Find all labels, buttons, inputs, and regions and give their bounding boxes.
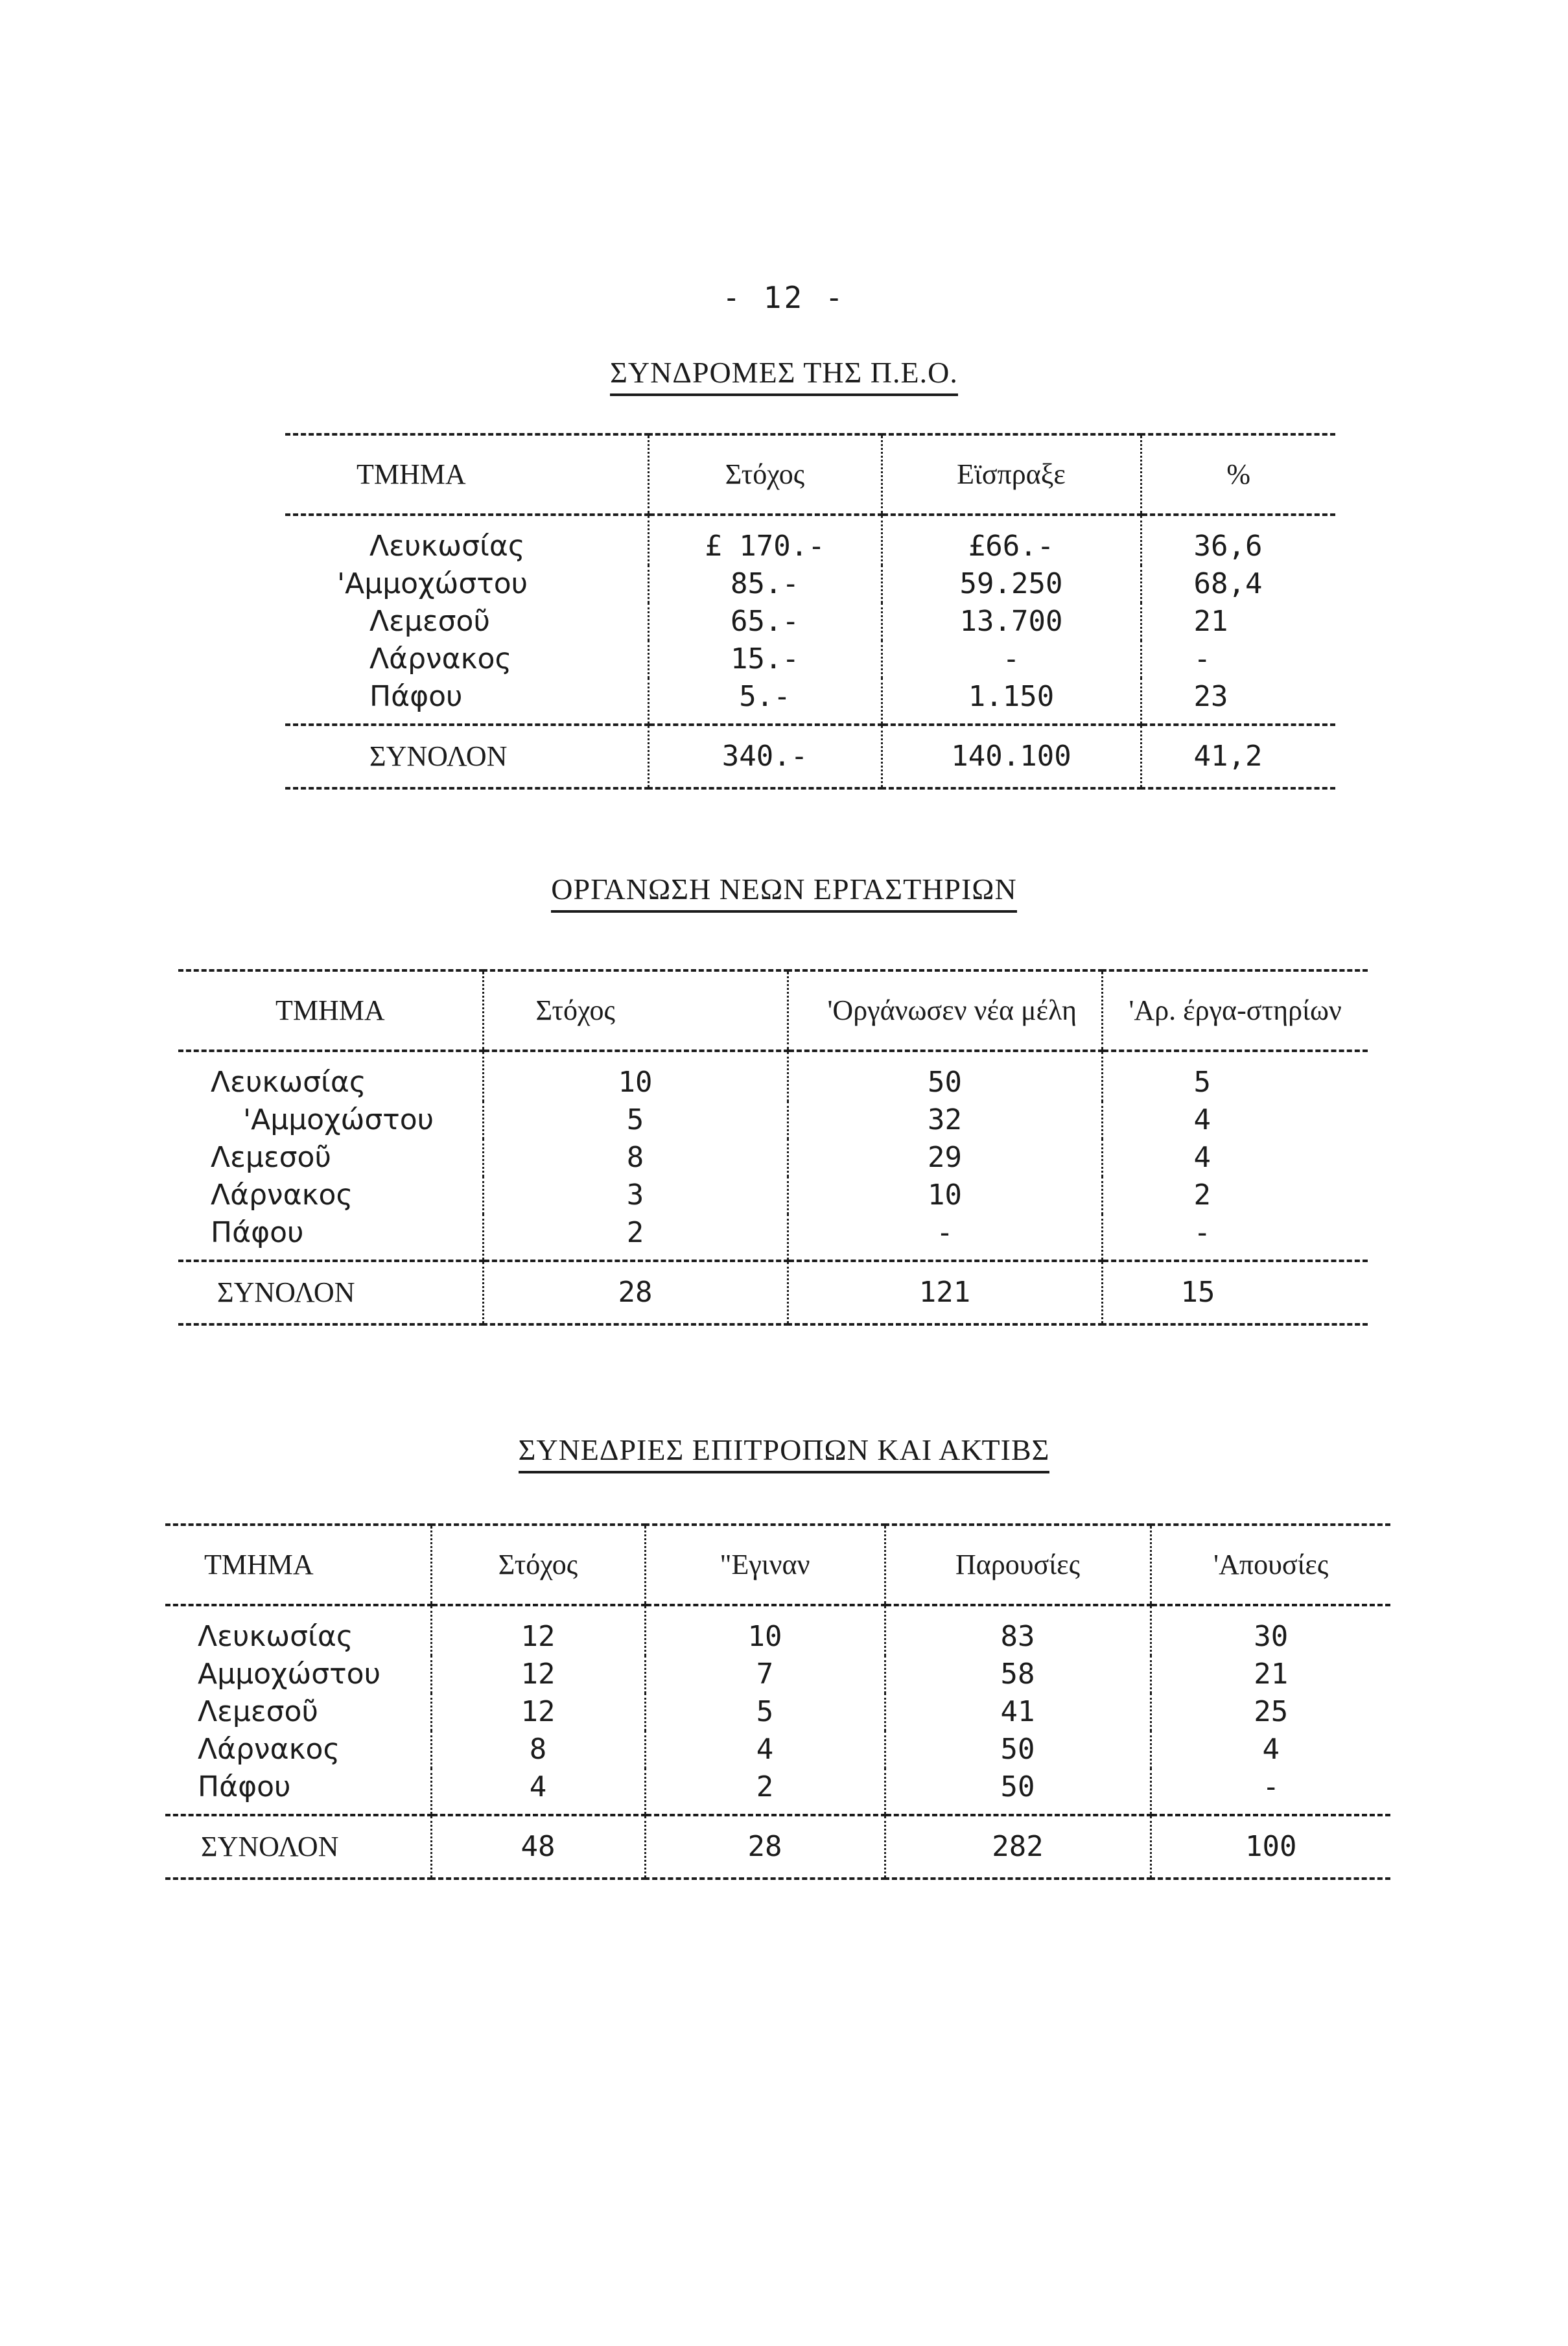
column-header: Εϊσπραξε <box>882 434 1141 515</box>
total-collected: 140.100 <box>882 725 1141 788</box>
target-cell: 8 <box>431 1731 645 1768</box>
workshops-cell: 2 <box>1102 1177 1368 1214</box>
total-absences: 100 <box>1151 1815 1390 1879</box>
table-row <box>178 1214 1368 1261</box>
total-percent: 41,2 <box>1141 725 1335 788</box>
percent-cell: 36,6 <box>1141 515 1335 565</box>
column-header: Στόχος <box>483 970 788 1051</box>
collected-cell: £66.- <box>882 515 1141 565</box>
total-label: ΣΥΝΟΛΟΝ <box>165 1815 431 1879</box>
total-row <box>285 725 1335 788</box>
workshops-cell: 5 <box>1102 1051 1368 1101</box>
absences-cell: 21 <box>1151 1656 1390 1693</box>
table-row <box>165 1768 1390 1815</box>
target-cell: 8 <box>483 1139 788 1177</box>
absences-cell: 4 <box>1151 1731 1390 1768</box>
total-new-members: 121 <box>788 1261 1102 1324</box>
department-cell: 'Αμμοχώστου <box>337 567 528 600</box>
workshops-cell: 4 <box>1102 1139 1368 1177</box>
target-cell: £ 170.- <box>648 515 882 565</box>
column-header: Στόχος <box>648 434 882 515</box>
department-cell: 'Αμμοχώστου <box>243 1103 434 1136</box>
column-header: Παρουσίες <box>885 1525 1151 1605</box>
table-row <box>165 1693 1390 1731</box>
collected-cell: 13.700 <box>882 603 1141 640</box>
target-cell: 10 <box>483 1051 788 1101</box>
target-cell: 15.- <box>648 640 882 678</box>
percent-cell: 23 <box>1141 678 1335 725</box>
table-row <box>285 678 1335 725</box>
total-attendance: 282 <box>885 1815 1151 1879</box>
held-cell: 4 <box>645 1731 885 1768</box>
held-cell: 5 <box>645 1693 885 1731</box>
department-cell: Λευκωσίας <box>211 1066 366 1099</box>
total-label: ΣΥΝΟΛΟΝ <box>178 1261 483 1324</box>
attendance-cell: 50 <box>885 1768 1151 1815</box>
attendance-cell: 58 <box>885 1656 1151 1693</box>
workshops-cell: 4 <box>1102 1101 1368 1139</box>
attendance-cell: 83 <box>885 1605 1151 1656</box>
target-cell: 12 <box>431 1656 645 1693</box>
target-cell: 65.- <box>648 603 882 640</box>
new-members-cell: 10 <box>788 1177 1102 1214</box>
target-cell: 2 <box>483 1214 788 1261</box>
department-cell: Λευκωσίας <box>198 1620 353 1653</box>
column-header: ΤΜΗΜΑ <box>178 970 483 1051</box>
target-cell: 85.- <box>648 565 882 603</box>
column-header: ΤΜΗΜΑ <box>165 1525 431 1605</box>
table-row <box>178 1177 1368 1214</box>
column-header: 'Απουσίες <box>1151 1525 1390 1605</box>
department-cell: Λάρνακος <box>211 1179 353 1212</box>
column-header: Στόχος <box>431 1525 645 1605</box>
percent-cell: 21 <box>1141 603 1335 640</box>
department-cell: Λεμεσοῦ <box>198 1695 318 1728</box>
table2-title: ΟΡΓΑΝΩΣΗ ΝΕΩΝ ΕΡΓΑΣΤΗΡΙΩΝ <box>0 872 1568 913</box>
committee-meetings-table <box>165 1523 1390 1880</box>
absences-cell: 30 <box>1151 1605 1390 1656</box>
held-cell: 7 <box>645 1656 885 1693</box>
table-row <box>165 1605 1390 1656</box>
subscriptions-table <box>285 433 1335 790</box>
department-cell: Αμμοχώστου <box>198 1658 381 1691</box>
percent-cell: - <box>1141 640 1335 678</box>
collected-cell: - <box>882 640 1141 678</box>
held-cell: 2 <box>645 1768 885 1815</box>
department-cell: Πάφου <box>198 1770 291 1803</box>
table-row <box>285 565 1335 603</box>
department-cell: Πάφου <box>211 1216 304 1249</box>
new-members-cell: 32 <box>788 1101 1102 1139</box>
target-cell: 4 <box>431 1768 645 1815</box>
department-cell: Λεμεσοῦ <box>211 1141 331 1174</box>
absences-cell: 25 <box>1151 1693 1390 1731</box>
target-cell: 5.- <box>648 678 882 725</box>
column-header: "Εγιναν <box>645 1525 885 1605</box>
total-target: 48 <box>431 1815 645 1879</box>
target-cell: 5 <box>483 1101 788 1139</box>
table-header-row <box>285 434 1335 515</box>
table-row <box>165 1656 1390 1693</box>
table-row <box>285 603 1335 640</box>
column-header: 'Αρ. έργα-στηρίων <box>1102 970 1368 1051</box>
table-header-row <box>178 970 1368 1051</box>
column-header: 'Οργάνωσεν νέα μέλη <box>788 970 1102 1051</box>
department-cell: Λεμεσοῦ <box>369 605 490 638</box>
table-row <box>178 1139 1368 1177</box>
total-row <box>178 1261 1368 1324</box>
new-members-cell: - <box>788 1214 1102 1261</box>
collected-cell: 59.250 <box>882 565 1141 603</box>
table-row <box>165 1731 1390 1768</box>
held-cell: 10 <box>645 1605 885 1656</box>
table-header-row <box>165 1525 1390 1605</box>
column-header: ΤΜΗΜΑ <box>285 434 648 515</box>
target-cell: 12 <box>431 1605 645 1656</box>
total-target: 28 <box>483 1261 788 1324</box>
table-row <box>285 640 1335 678</box>
target-cell: 12 <box>431 1693 645 1731</box>
target-cell: 3 <box>483 1177 788 1214</box>
absences-cell: - <box>1151 1768 1390 1815</box>
attendance-cell: 50 <box>885 1731 1151 1768</box>
new-members-cell: 29 <box>788 1139 1102 1177</box>
total-workshops: 15 <box>1102 1261 1368 1324</box>
department-cell: Λάρνακος <box>369 642 512 675</box>
new-members-cell: 50 <box>788 1051 1102 1101</box>
new-workshops-table <box>178 969 1368 1326</box>
table3-title: ΣΥΝΕΔΡΙΕΣ ΕΠΙΤΡΟΠΩΝ ΚΑΙ ΑΚΤΙΒΣ <box>0 1433 1568 1473</box>
department-cell: Λευκωσίας <box>369 530 525 563</box>
total-target: 340.- <box>648 725 882 788</box>
table-row <box>178 1051 1368 1101</box>
total-held: 28 <box>645 1815 885 1879</box>
department-cell: Πάφου <box>369 680 463 713</box>
page-number: - 12 - <box>722 280 846 315</box>
table1-title: ΣΥΝΔΡΟΜΕΣ ΤΗΣ Π.Ε.Ο. <box>0 355 1568 396</box>
column-header: % <box>1141 434 1335 515</box>
workshops-cell: - <box>1102 1214 1368 1261</box>
total-row <box>165 1815 1390 1879</box>
table-row <box>285 515 1335 565</box>
collected-cell: 1.150 <box>882 678 1141 725</box>
attendance-cell: 41 <box>885 1693 1151 1731</box>
table-row <box>178 1101 1368 1139</box>
department-cell: Λάρνακος <box>198 1733 340 1766</box>
total-label: ΣΥΝΟΛΟΝ <box>285 725 648 788</box>
percent-cell: 68,4 <box>1141 565 1335 603</box>
